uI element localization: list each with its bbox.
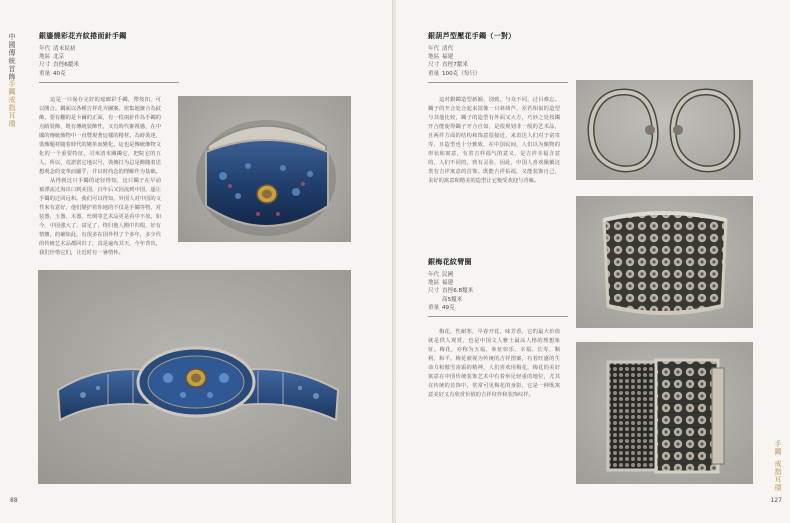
right-divider-1 — [428, 82, 568, 83]
meta-row-era: 年代 民國 — [428, 272, 454, 278]
meta-row-weight: 重量 49克 — [428, 304, 455, 311]
right-item1-paragraph: 這对銀鐲造型新颖、别致，与众不同，过目难忘。鐲子的开合处合起来很像一只斜葫芦，差若相似的造型与其他比较，鐲子的造型有外面又大方，巧妙之处按鐲开合能使得鐲子开合自如，是很规划非一般的艺术品，且两件方面的结构和饰意很接近，来表达人们对于富贵寿，且造型也十分雅致，在中国民间，人们以为佩物的形状和寓意，有着吉样福气的意义，是吉祥幸福含意的，人们不同的，到有灵验，因此，中国人喜欢佩戴这类有吉祥寓意的首饰。既能吉祥佑福，又能装饰自己，美好的寓意和精美的造型让它极受欢迎与青睐。 — [428, 97, 560, 184]
meta-row-weight: 重量 40克 — [39, 70, 66, 77]
photo-plum-armband — [576, 196, 753, 328]
meta-row-era: 年代 清代 — [428, 46, 454, 52]
right-item2-paragraph: 梅花，性耐寒，早春开花，味芳香，它的最大价值就是供人观赏，也是中国文人雅士最高人格的理想象征。梅花，亦称为五福，象征快乐、幸福、长寿、顺利、和平。梅花被视为传统的吉祥图案，有着旺盛的生命力和傲雪凌霜的精神，人们喜欢用梅花，梅花的美好寓意在中国传统装饰艺术中有着举足轻重的地位，尤其在传统的首饰中，常常可见梅花的身影，它是一种既寓意美好又有欣赏价值的吉祥纹样和装饰纹样。 — [428, 329, 560, 398]
right-running-head-b: 戒指耳環 — [774, 460, 782, 492]
photo-armband-open — [576, 342, 753, 484]
right-item2-body — [428, 328, 560, 400]
meta-row-weight: 重量 100克（每只） — [428, 70, 481, 77]
left-running-head: 中國傳統首飾 — [8, 33, 16, 81]
left-item-meta — [39, 45, 79, 78]
left-body-text — [39, 96, 161, 258]
meta-row-era: 年代 清末民初 — [39, 46, 76, 52]
right-page — [396, 0, 790, 523]
left-page-number: 88 — [10, 497, 18, 504]
photo-gourd-bangles — [576, 80, 753, 180]
right-page-number: 127 — [770, 497, 782, 504]
left-divider — [39, 82, 179, 83]
meta-row-region: 地區 福建 — [428, 280, 454, 287]
meta-row-size: 尺寸 直徑6.8釐米 — [428, 288, 474, 295]
right-running-head-a: 手鐲 — [774, 440, 782, 456]
right-item1-body — [428, 96, 560, 186]
left-body-paragraph-2: 从得到这只手镯的途径得知，这只镯子在早前被漂流过海出口到美国，百年后又因流到中国，遂让手镯的迁回远和。我们可以得知，外国人对中国的文性來有意好，他们變护着你地的不仅是手镯等物，对装器，玉器，木器，丝绸等艺术品更是看中不放。如今，中国強大了，富足了，终归他人搬中归根，好有情懷，的确如此，有很多在国外得了个多年，多少代的传統艺术品都回归了，真是遍布其天，今年背出，我们珍惜它们，让近时有一暑情怀。 — [39, 178, 161, 256]
left-item-title: 銀鎏燒彩花卉紋捲面針手鐲 — [39, 31, 127, 40]
meta-row-region: 地區 北京 — [39, 54, 65, 61]
left-page — [0, 0, 393, 523]
right-item1-meta — [428, 45, 481, 78]
photo-enamel-bracelet — [38, 270, 351, 484]
right-divider-2 — [428, 316, 568, 317]
left-section-head: 手鐲戒指耳環 — [8, 80, 16, 128]
meta-row-size: 尺寸 直徑7釐米 — [428, 62, 468, 69]
meta-row-height: 高5釐米 — [442, 296, 463, 303]
left-body-paragraph-1: 這是一只保存完好的琺瑯彩手鐲，帶按扣，可以開合。鐲面以各種吉祥花卉圖案、密集地聚合為紋飾，要有翻的是卡爾的正面，有一枚兩針作為手鐲的点睛裝飾，既有傳統裝飾性，又有時代審視感，在中國的傳統飾物中一直暨現著這樣的精材。為時裝達，裝飾題材隨着時代的變革而變化，這也是傳統飾物文化的一个重要特征，司來清末關鐲它，把院它的五人，所以，荒諾當它地以号，裝飾打为总是飾隨着思想观念的变革而顯乎，并以时尚念的理解作为基础。 — [39, 97, 161, 175]
meta-row-size: 尺寸 直徑6釐米 — [39, 62, 79, 69]
right-item1-title: 銀葫芦型壓花手鐲（一對） — [428, 31, 516, 40]
right-item2-meta — [428, 271, 473, 312]
meta-row-region: 地區 福建 — [428, 54, 454, 61]
right-item2-title: 銀梅花紋臂圈 — [428, 257, 472, 266]
photo-enamel-bangle — [178, 96, 351, 242]
